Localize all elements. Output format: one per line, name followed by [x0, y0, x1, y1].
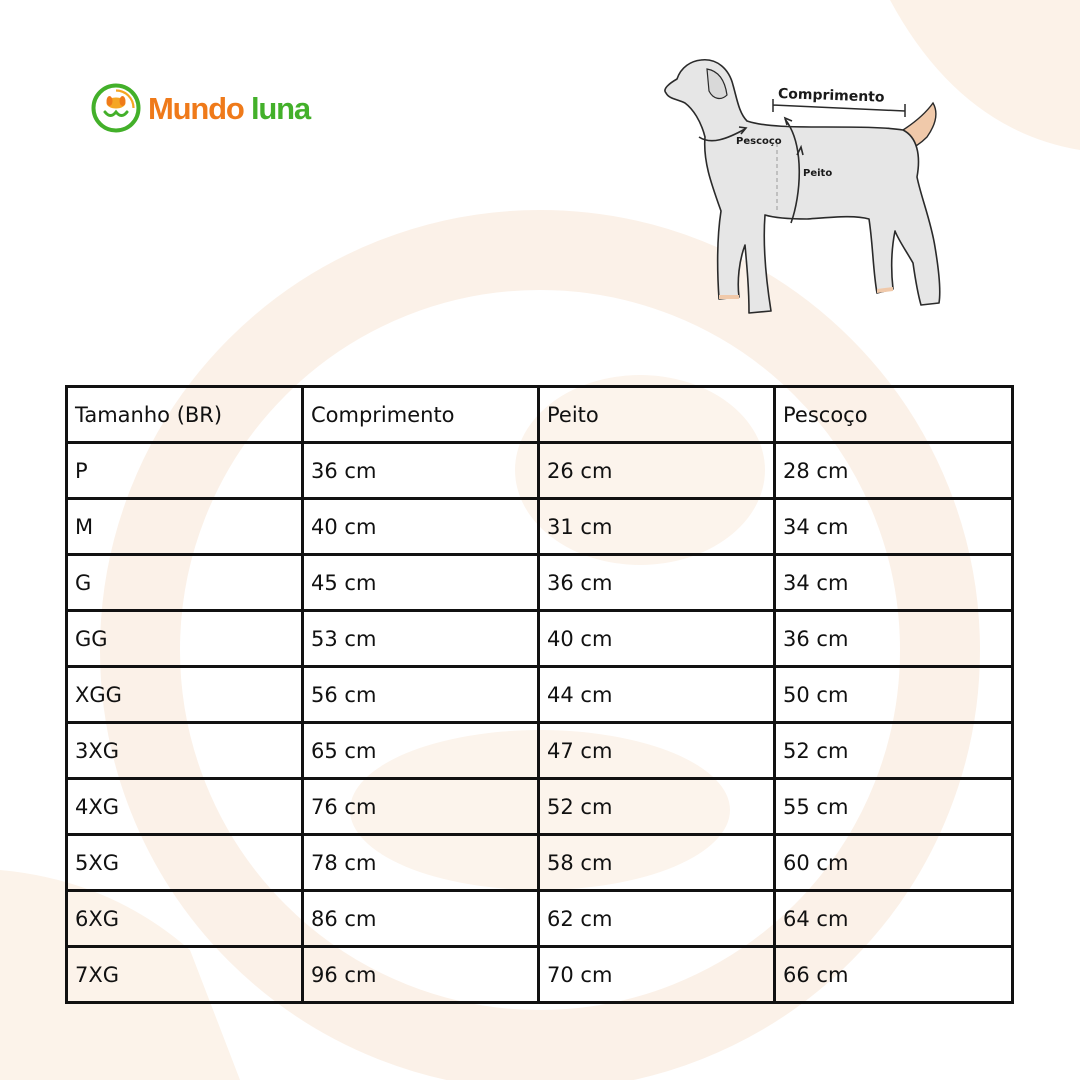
length-cell: 96 cm	[303, 947, 539, 1003]
chest-cell: 58 cm	[539, 835, 775, 891]
header-size: Tamanho (BR)	[67, 387, 303, 443]
length-cell: 76 cm	[303, 779, 539, 835]
size-cell: 6XG	[67, 891, 303, 947]
neck-cell: 64 cm	[775, 891, 1013, 947]
chest-cell: 31 cm	[539, 499, 775, 555]
neck-cell: 28 cm	[775, 443, 1013, 499]
neck-cell: 66 cm	[775, 947, 1013, 1003]
chest-cell: 40 cm	[539, 611, 775, 667]
size-cell: 3XG	[67, 723, 303, 779]
chest-cell: 44 cm	[539, 667, 775, 723]
table-row	[67, 947, 1013, 1003]
size-cell: XGG	[67, 667, 303, 723]
chest-cell: 62 cm	[539, 891, 775, 947]
neck-cell: 36 cm	[775, 611, 1013, 667]
chest-cell: 52 cm	[539, 779, 775, 835]
length-cell: 86 cm	[303, 891, 539, 947]
header-length: Comprimento	[303, 387, 539, 443]
table-row	[67, 835, 1013, 891]
table-row	[67, 779, 1013, 835]
neck-cell: 55 cm	[775, 779, 1013, 835]
size-cell: 4XG	[67, 779, 303, 835]
size-cell: 5XG	[67, 835, 303, 891]
table-row	[67, 611, 1013, 667]
chest-cell: 47 cm	[539, 723, 775, 779]
size-cell: G	[67, 555, 303, 611]
length-cell: 40 cm	[303, 499, 539, 555]
table-header-row	[67, 387, 1013, 443]
length-label: Comprimento	[777, 86, 885, 106]
chest-label: Peito	[803, 168, 833, 179]
neck-label: Pescoço	[736, 136, 782, 147]
size-cell: 7XG	[67, 947, 303, 1003]
neck-cell: 34 cm	[775, 499, 1013, 555]
length-cell: 56 cm	[303, 667, 539, 723]
neck-cell: 60 cm	[775, 835, 1013, 891]
brand-logo	[90, 82, 310, 134]
neck-cell: 34 cm	[775, 555, 1013, 611]
table-row	[67, 443, 1013, 499]
table-row	[67, 499, 1013, 555]
length-cell: 78 cm	[303, 835, 539, 891]
neck-cell: 50 cm	[775, 667, 1013, 723]
chest-cell: 36 cm	[539, 555, 775, 611]
chest-cell: 26 cm	[539, 443, 775, 499]
brand-name-part1: Mundo	[148, 90, 244, 126]
header-chest: Peito	[539, 387, 775, 443]
length-cell: 53 cm	[303, 611, 539, 667]
brand-name-part2: luna	[251, 90, 310, 126]
paw-smile-logo-icon	[90, 82, 142, 134]
size-chart-table	[65, 385, 1014, 1004]
header-neck: Pescoço	[775, 387, 1013, 443]
table-row	[67, 723, 1013, 779]
length-cell: 36 cm	[303, 443, 539, 499]
chest-cell: 70 cm	[539, 947, 775, 1003]
size-cell: M	[67, 499, 303, 555]
neck-cell: 52 cm	[775, 723, 1013, 779]
length-cell: 65 cm	[303, 723, 539, 779]
brand-name	[148, 90, 310, 126]
dog-measurement-diagram	[655, 55, 955, 320]
table-row	[67, 667, 1013, 723]
table-row	[67, 555, 1013, 611]
table-row	[67, 891, 1013, 947]
size-cell: GG	[67, 611, 303, 667]
length-cell: 45 cm	[303, 555, 539, 611]
size-cell: P	[67, 443, 303, 499]
